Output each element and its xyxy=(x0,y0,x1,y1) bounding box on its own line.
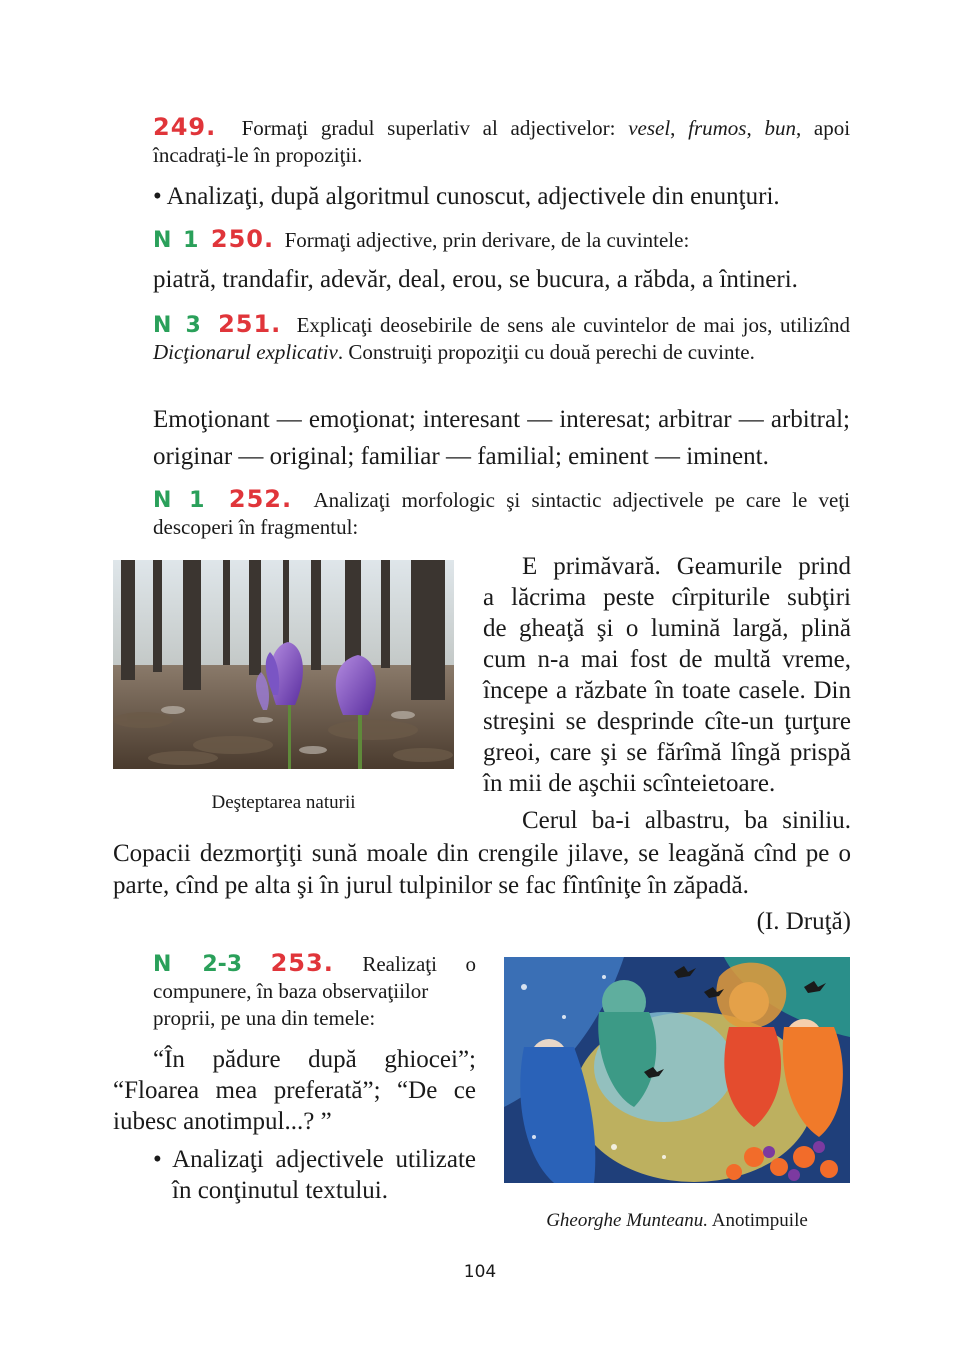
fragment-block xyxy=(483,551,851,836)
ex249-statement: 249. Formaţi gradul superlativ al adjectivelor: vesel, frumos, bun, apoi încadraţi-le în propoziţii. xyxy=(153,113,851,167)
fragment-author: (I. Druţă) xyxy=(756,908,851,935)
level-mark: N 1 xyxy=(153,228,201,253)
ex251-number: 251. xyxy=(218,310,282,338)
bullet-icon: • xyxy=(153,1146,162,1173)
ex252-statement: N 1 252. Analizaţi morfologic şi sintactic adjectivele pe care le veţi descoperi în fragmentul: xyxy=(153,485,851,539)
page-number: 104 xyxy=(463,1262,497,1282)
ex250-words: piatră, trandafir, adevăr, deal, erou, se bucura, a răbda, a întineri. xyxy=(153,266,798,293)
ex250-statement: N 1 250. Formaţi adjective, prin derivare, de la cuvintele: xyxy=(153,225,690,253)
level-mark: N 3 xyxy=(153,313,203,338)
ex251-statement: N 3 251. Explicaţi deosebirile de sens ale cuvintelor de mai jos, utilizînd Dicţionarul explicativ. Construiţi propoziţii cu două perechi de cuvinte. xyxy=(153,310,850,364)
ex253-bullet: • Analizaţi adjectivele utilizate în conţinutul textului. xyxy=(153,1146,476,1204)
ex252-number: 252. xyxy=(228,485,293,513)
painting-caption: Gheorghe Munteanu. Anotimpuile xyxy=(546,1210,808,1231)
fragment-line: în mii de aşchii scînteietoare. xyxy=(483,770,776,797)
fragment-line-full: Copacii dezmorţiţi sună moale din crengile jilave, se leagănă cînd pe o xyxy=(113,840,851,867)
seasons-painting xyxy=(504,957,850,1183)
fragment-line: începe a răzbate în toate casele. Din xyxy=(483,677,851,704)
fragment-line: E primăvară. Geamurile prind xyxy=(522,553,851,580)
ex251-pairs-line1: Emoţionant — emoţionat; interesant — interesat; arbitrar — arbitral; xyxy=(153,406,850,433)
bullet-icon: • xyxy=(153,183,162,210)
ex253-topics: “În pădure după ghiocei”; “Floarea mea preferată”; “De ce iubesc anotimpul...? ” xyxy=(113,1046,476,1135)
ex253-number: 253. xyxy=(270,949,334,977)
fragment-line-full: parte, cînd pe alta şi în jurul tulpinilor se fac fîntîniţe în zăpadă. xyxy=(113,872,749,899)
ex253-statement: N 2-3 253. Realizaţi o compunere, în baza observaţiilor proprii, pe una din temele: xyxy=(153,949,476,1030)
ex251-pairs-line2: originar — original; familiar — familial; eminent — iminent. xyxy=(153,443,769,470)
fragment-line: greoi, care şi se fărîmă lîngă prispă xyxy=(483,739,851,766)
photo-caption: Deşteptarea naturii xyxy=(211,792,356,813)
level-mark: N 1 xyxy=(153,488,207,513)
fragment-line: de gheaţă şi o lumină largă, plină xyxy=(483,615,851,642)
fragment-line: streşini se desprinde cîte-un ţurţure xyxy=(483,708,851,735)
level-mark: N 2-3 xyxy=(153,952,243,977)
fragment-line: a lăcrima peste cîrpiturile subţiri xyxy=(483,584,851,611)
fragment-line: cum n-a mai fost de multă vreme, xyxy=(483,646,851,673)
ex249-number: 249. xyxy=(153,113,217,141)
fragment-line: Cerul ba-i albastru, ba siniliu. xyxy=(522,807,851,834)
ex249-bullet-line: • Analizaţi, după algoritmul cunoscut, adjectivele din enunţuri. xyxy=(153,183,780,210)
ex250-number: 250. xyxy=(210,225,275,253)
forest-crocus-photo xyxy=(113,560,454,769)
